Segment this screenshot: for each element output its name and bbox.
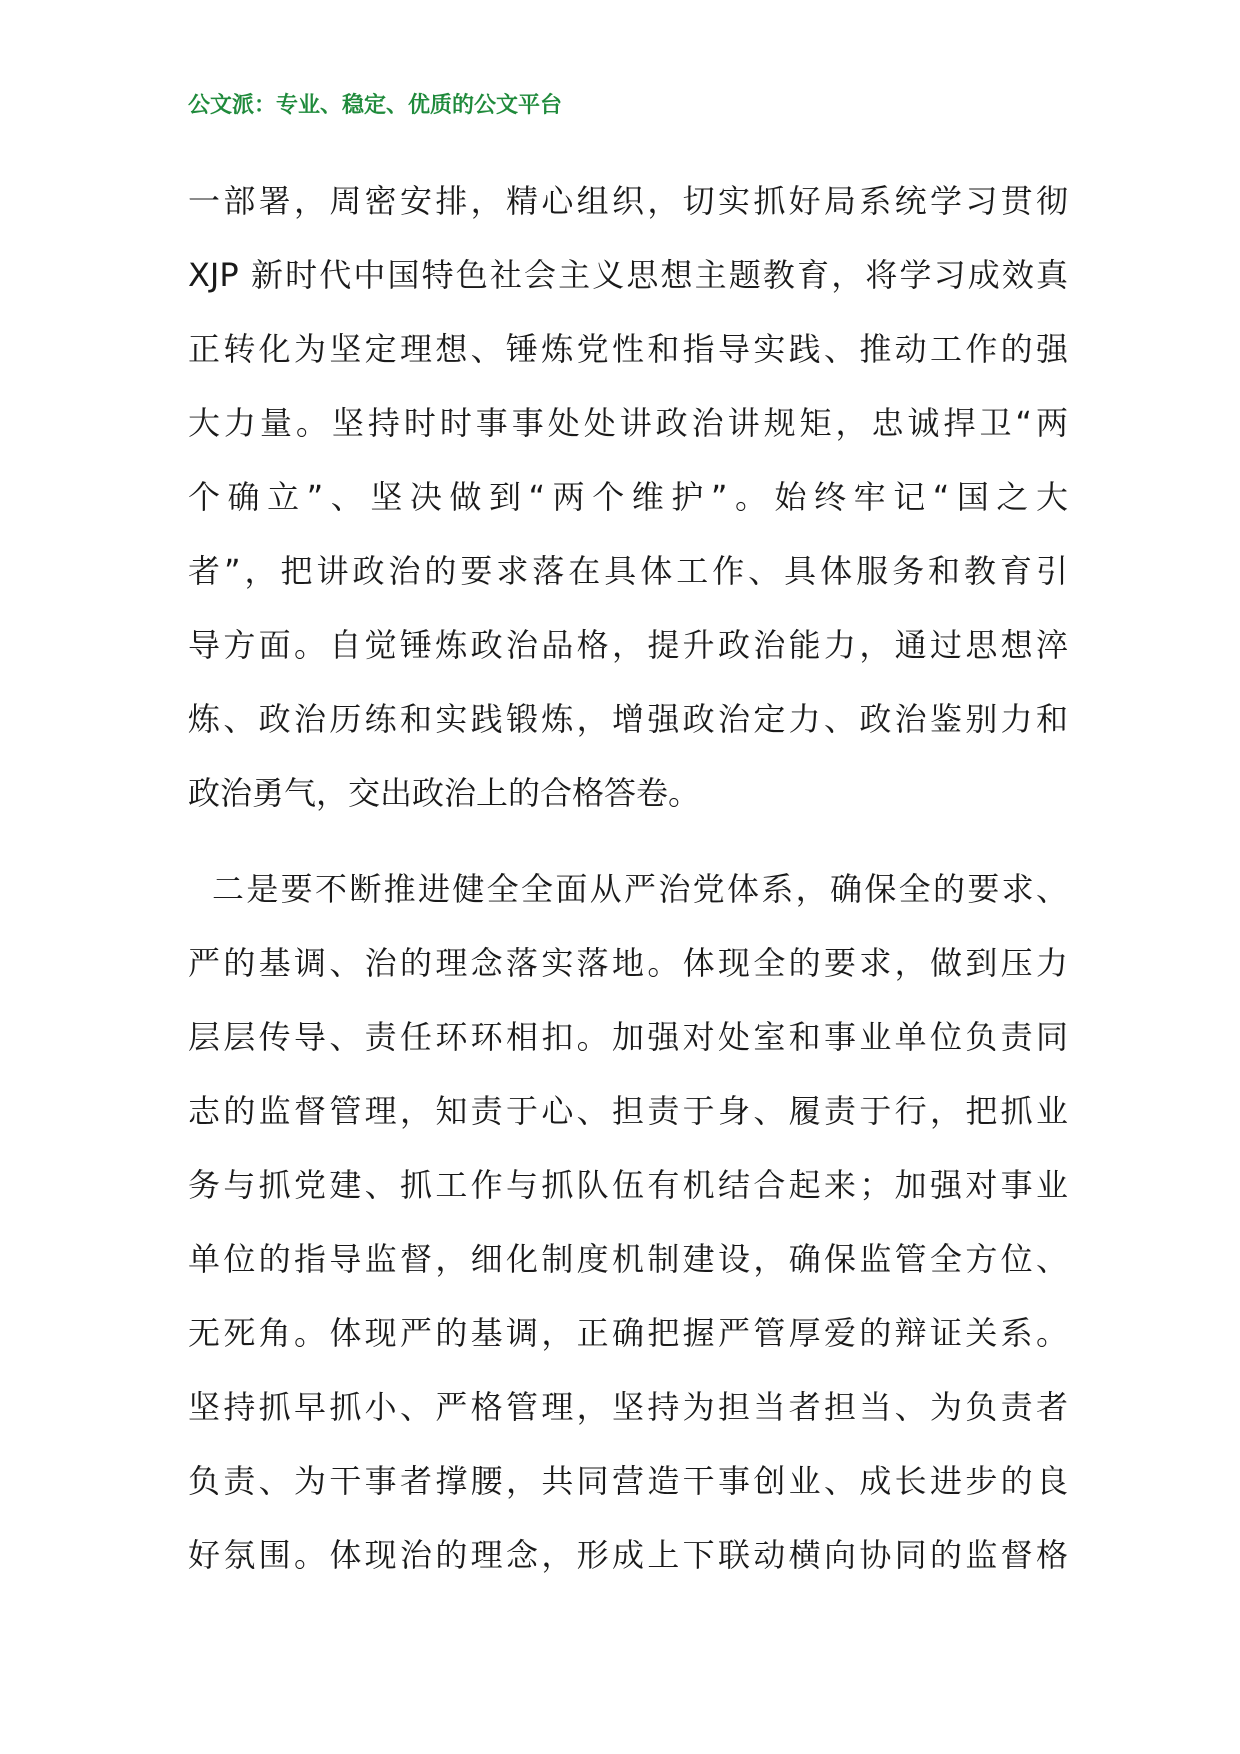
paragraph-1 <box>188 164 1068 830</box>
text-line: 单位的指导监督，细化制度机制建设，确保监管全方位、 <box>188 1240 1068 1278</box>
text-line: 者”，把讲政治的要求落在具体工作、具体服务和教育引 <box>188 552 1068 590</box>
document-header: 公文派：专业、稳定、优质的公文平台 <box>188 93 563 118</box>
text-line: 负责、为干事者撑腰，共同营造干事创业、成长进步的良 <box>188 1462 1068 1500</box>
text-line: 层层传导、责任环环相扣。加强对处室和事业单位负责同 <box>188 1018 1068 1056</box>
text-line: 志的监督管理，知责于心、担责于身、履责于行，把抓业 <box>188 1092 1068 1130</box>
document-body <box>188 164 1068 1592</box>
paragraph-2 <box>188 852 1068 1592</box>
text-line: 炼、政治历练和实践锻炼，增强政治定力、政治鉴别力和 <box>188 700 1068 738</box>
text-line: 正转化为坚定理想、锤炼党性和指导实践、推动工作的强 <box>188 330 1068 368</box>
text-line: 政治勇气，交出政治上的合格答卷。 <box>188 774 701 812</box>
text-line: 大力量。坚持时时事事处处讲政治讲规矩，忠诚捍卫“两 <box>188 404 1068 442</box>
text-line: 一部署，周密安排，精心组织，切实抓好局系统学习贯彻 <box>188 182 1068 220</box>
text-line: 严的基调、治的理念落实落地。体现全的要求，做到压力 <box>188 944 1068 982</box>
text-line: 无死角。体现严的基调，正确把握严管厚爱的辩证关系。 <box>188 1314 1068 1352</box>
text-line: 二是要不断推进健全全面从严治党体系，确保全的要求、 <box>212 870 1068 908</box>
text-line: 导方面。自觉锤炼政治品格，提升政治能力，通过思想淬 <box>188 626 1068 664</box>
text-line: 务与抓党建、抓工作与抓队伍有机结合起来；加强对事业 <box>188 1166 1068 1204</box>
text-line: XJP 新时代中国特色社会主义思想主题教育，将学习成效真 <box>188 256 1068 294</box>
text-line: 个确立”、坚决做到“两个维护”。始终牢记“国之大 <box>188 478 1068 516</box>
text-line: 坚持抓早抓小、严格管理，坚持为担当者担当、为负责者 <box>188 1388 1068 1426</box>
paragraph-spacer <box>188 830 1068 852</box>
text-line: 好氛围。体现治的理念，形成上下联动横向协同的监督格 <box>188 1536 1068 1574</box>
